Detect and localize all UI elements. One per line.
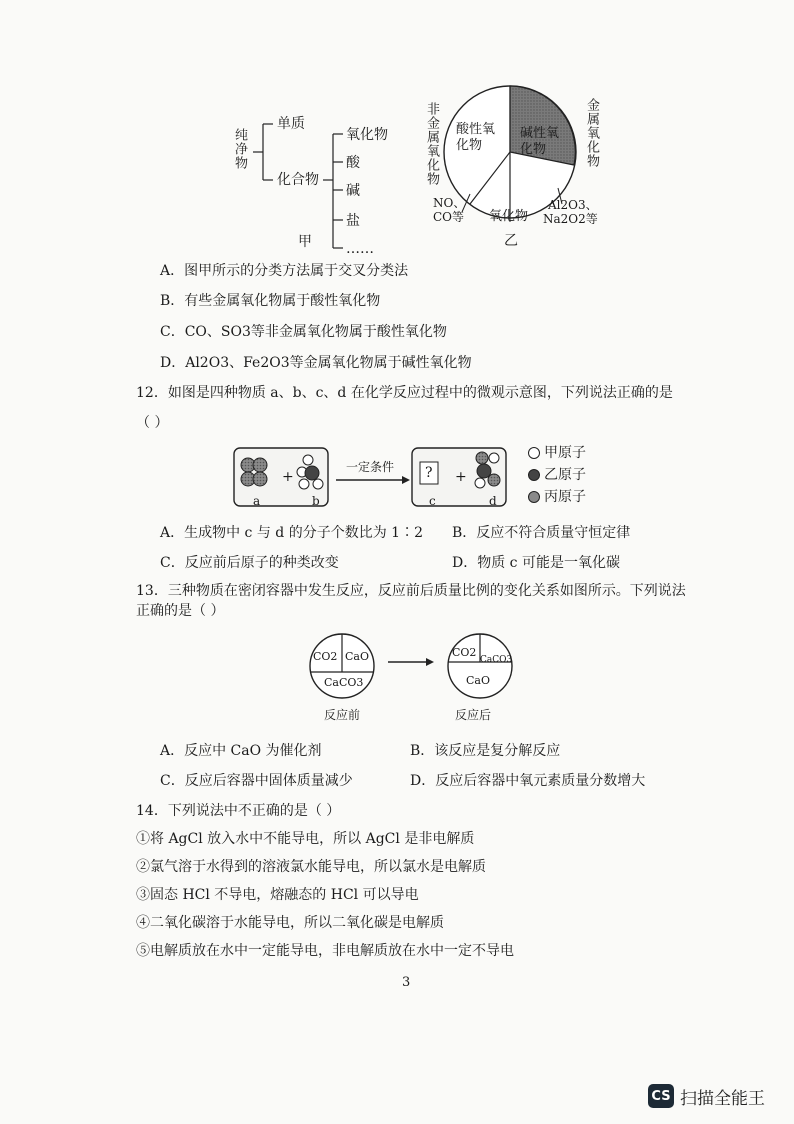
box-c-question: ? [425, 465, 433, 481]
label-nonmetal-oxide: 非金属氧化物 [424, 102, 439, 186]
q14-item-4: ④二氧化碳溶于水能导电，所以二氧化碳是电解质 [136, 915, 444, 931]
pie-before-cao: CaO [345, 650, 369, 663]
q11-option-c: C．CO、SO3等非金属氧化物属于酸性氧化物 [160, 324, 447, 340]
tree-leaf: …… [346, 241, 374, 257]
reaction-condition: 一定条件 [346, 460, 395, 474]
pie-after-cao: CaO [466, 674, 490, 687]
q13-option-d: D．反应后容器中氧元素质量分数增大 [410, 773, 646, 789]
reaction-svg [232, 446, 512, 512]
page-number: 3 [402, 975, 411, 990]
q14-item-5: ⑤电解质放在水中一定能导电，非电解质放在水中一定不导电 [136, 943, 514, 959]
q14-item-2: ②氯气溶于水得到的溶液氯水能导电，所以氯水是电解质 [136, 859, 486, 875]
q12-option-c: C．反应前后原子的种类改变 [160, 555, 339, 571]
label-no: NO、 [433, 196, 466, 210]
legend-bing: 丙原子 [528, 488, 586, 506]
q13-stem-line1: 13．三种物质在密闭容器中发生反应，反应前后质量比例的变化关系如图所示。下列说法 [136, 583, 686, 599]
tree-branch-single: 单质 [277, 116, 305, 132]
q12-stem: 12．如图是四种物质 a、b、c、d 在化学反应过程中的微观示意图，下列说法正确的是 [136, 385, 673, 401]
tree-leaf: 盐 [346, 213, 360, 229]
pie-before-co2: CO2 [313, 650, 338, 663]
white-atom-icon [528, 447, 540, 459]
legend-yi: 乙原子 [528, 466, 586, 484]
q12-option-a: A．生成物中 c 与 d 的分子个数比为 1∶2 [160, 525, 423, 541]
gray-atom-icon [528, 491, 540, 503]
legend-jia: 甲原子 [528, 444, 586, 462]
q13-option-c: C．反应后容器中固体质量减少 [160, 773, 353, 789]
q14-item-1: ①将 AgCl 放入水中不能导电，所以 AgCl 是非电解质 [136, 831, 475, 847]
tree-leaf: 碱 [346, 183, 360, 199]
caption-after: 反应后 [455, 708, 492, 722]
label-co: CO等 [433, 210, 465, 224]
caption-before: 反应前 [324, 708, 361, 722]
label-oxide: 氧化物 [489, 209, 529, 224]
q12-option-d: D．物质 c 可能是一氧化碳 [452, 555, 620, 571]
figure-caption-yi: 乙 [504, 233, 518, 249]
pie-after-caco3: CaCO3 [480, 655, 513, 665]
plus-sign: + [282, 469, 294, 485]
label-a: a [253, 494, 261, 508]
q11-option-d: D．Al2O3、Fe2O3等金属氧化物属于碱性氧化物 [160, 355, 472, 371]
label-metal-oxide: 金属氧化物 [584, 98, 599, 168]
q11-option-b: B．有些金属氧化物属于酸性氧化物 [160, 293, 381, 309]
q14-item-3: ③固态 HCl 不导电，熔融态的 HCl 可以导电 [136, 887, 419, 903]
tree-root: 纯净物 [232, 128, 247, 170]
tree-branch-compound: 化合物 [277, 172, 319, 188]
scanner-name: 扫描全能王 [680, 1088, 765, 1109]
black-atom-icon [528, 469, 540, 481]
q13-option-b: B．该反应是复分解反应 [410, 743, 561, 759]
label-na2o2: Na2O2等 [543, 212, 598, 226]
camscanner-logo-icon: CS [648, 1084, 674, 1108]
q13-option-a: A．反应中 CaO 为催化剂 [160, 743, 322, 759]
pie-after-co2: CO2 [452, 646, 477, 659]
label-basic-oxide: 碱性氧化物 [520, 126, 560, 157]
label-b: b [312, 494, 320, 508]
tree-leaf: 酸 [346, 155, 360, 171]
label-al2o3: Al2O3、 [548, 198, 598, 212]
q14-stem: 14．下列说法中不正确的是（ ） [136, 803, 341, 819]
q12-option-b: B．反应不符合质量守恒定律 [452, 525, 631, 541]
pie-before-caco3: CaCO3 [324, 676, 364, 689]
figure-caption-jia: 甲 [298, 234, 312, 250]
label-c: c [429, 494, 436, 508]
q11-option-a: A．图甲所示的分类方法属于交叉分类法 [160, 263, 409, 279]
q13-pies [308, 632, 528, 702]
tree-leaf: 氧化物 [346, 127, 388, 143]
q13-stem-line2: 正确的是（ ） [136, 603, 225, 619]
label-acidic-oxide: 酸性氧化物 [456, 122, 496, 153]
q12-paren: （ ） [136, 415, 169, 431]
label-d: d [489, 494, 497, 508]
scanner-watermark [648, 1082, 765, 1110]
plus-sign: + [455, 469, 467, 485]
